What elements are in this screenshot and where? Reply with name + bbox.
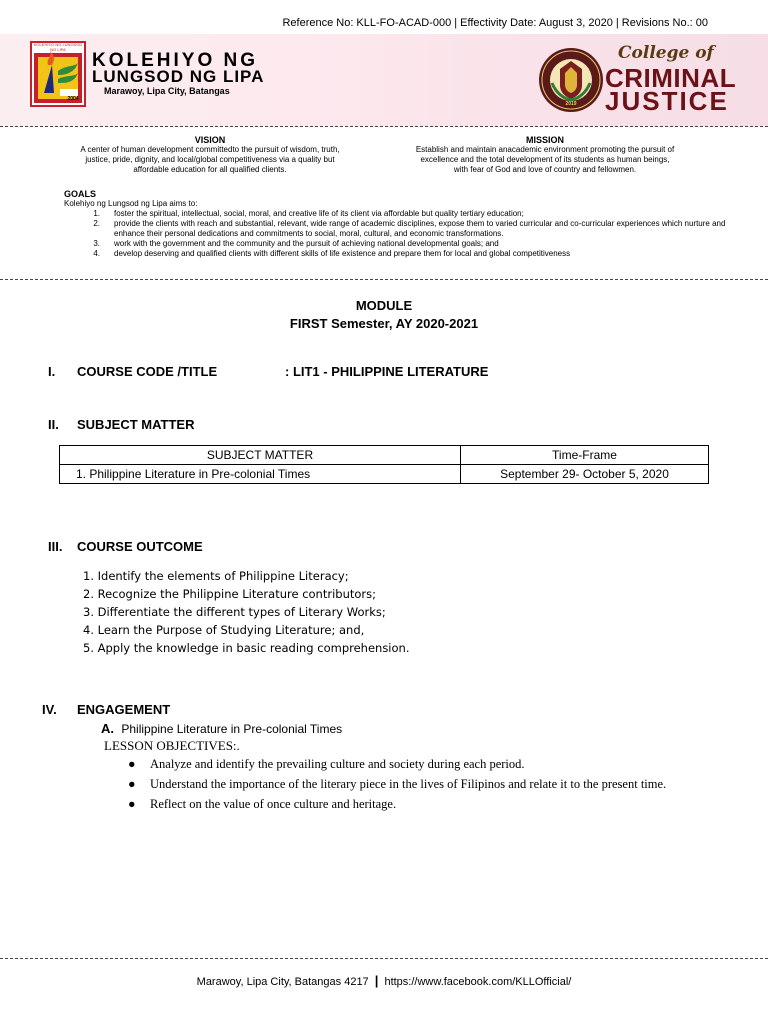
engagement-topic [101,721,342,736]
outcomes-list [83,567,410,657]
list-item: 1. Identify the elements of Philippine Literacy; [83,569,349,583]
goals-block [64,189,744,259]
list-item [128,755,708,773]
bullet-icon: ● [128,777,136,791]
table-cell: September 29- October 5, 2020 [461,465,709,484]
footer-divider [0,958,768,959]
mission-line: excellence and the total development of its students as human beings, [420,155,670,164]
goal-item [64,239,744,249]
section-number: III. [48,539,63,554]
header-divider [0,126,768,127]
list-item [128,775,708,793]
goals-intro: Kolehiyo ng Lungsod ng Lipa aims to: [64,199,198,208]
section-title-course-code: COURSE CODE /TITLE [77,364,218,379]
section-title-subject-matter: SUBJECT MATTER [77,417,195,432]
bullet-icon: ● [128,757,136,771]
module-title: MODULE [355,298,413,313]
bullet-icon: ● [128,797,136,811]
mission-heading: MISSION [525,135,564,145]
mission-line: Establish and maintain anacademic environment promoting the pursuit of [415,145,675,154]
table-header: Time-Frame [461,446,709,465]
college-name-justice: JUSTICE [605,86,729,116]
seal-year: 2019 [565,101,577,107]
school-name-line1: KOLEHIYO NG [92,50,259,71]
goal-text: work with the government and the community and the pursuit of achieving national developmental goals; and [114,239,499,248]
list-item: 4. Learn the Purpose of Studying Literature; and, [83,623,365,637]
goal-text: develop deserving and qualified clients with different skills of life existence and prepare them for local and global competitiveness [114,249,571,258]
table-row [60,465,709,484]
vision-line: justice, pride, dignity, and local/global competitiveness via a quality but [85,155,335,164]
footer-address: Marawoy, Lipa City, Batangas 4217 [196,976,369,988]
goal-number: 2. [93,219,100,228]
mission-line: with fear of God and love of country and fellowmen. [453,165,637,174]
goal-item [64,219,744,239]
section-divider [0,279,768,280]
goal-text: provide the clients with reach and substantial, relevant, wide range of academic disciplines, expose them to varied curricular and co-curricular experiences which nurture and enhance their personal dedications and commitments to social, moral, cultural, and economic transformations. [114,219,726,238]
list-item: 2. Recognize the Philippine Literature contributors; [83,587,377,601]
goal-item [64,249,744,259]
goal-text: foster the spiritual, intellectual, social, moral, and creative life of its client via affordable but quality tertiary education; [114,209,524,218]
subject-matter-table [59,445,709,484]
bullet-text: Analyze and identify the prevailing culture and society during each period. [150,757,525,771]
logo-year: 2004 [67,96,79,102]
topic-letter: A. [101,721,114,736]
list-item: 5. Apply the knowledge in basic reading comprehension. [83,641,410,655]
page-footer [0,973,768,988]
college-name-criminal: CRIMINAL [605,63,737,93]
list-item: 3. Differentiate the different types of Literary Works; [83,605,386,619]
mission-block [395,135,695,175]
vision-heading: VISION [194,135,226,145]
course-code-value: : LIT1 - PHILIPPINE LITERATURE [285,364,489,379]
topic-title: Philippine Literature in Pre-colonial Times [121,722,343,736]
vision-line: A center of human development committedto the pursuit of wisdom, truth, [80,145,340,154]
vision-line: affordable education for all qualified clients. [133,165,287,174]
school-name-line2: LUNGSOD NG LIPA [92,67,265,86]
table-header-row [60,446,709,465]
module-semester: FIRST Semester, AY 2020-2021 [289,316,479,331]
footer-link[interactable]: https://www.facebook.com/KLLOfficial/ [384,976,572,988]
vision-block [60,135,360,175]
goal-number: 3. [93,239,100,248]
lesson-objectives-list [128,755,708,815]
bullet-text: Reflect on the value of once culture and heritage. [150,797,397,811]
section-number: II. [48,417,59,432]
footer-separator: | [374,973,379,988]
bullet-text: Understand the importance of the literary piece in the lives of Filipinos and relate it to the present time. [150,777,667,791]
section-number: IV. [42,702,57,717]
goal-number: 1. [93,209,100,218]
school-address: Marawoy, Lipa City, Batangas [104,86,230,96]
goal-number: 4. [93,249,100,258]
lesson-objectives-heading: LESSON OBJECTIVES:. [104,738,240,753]
reference-line: Reference No: KLL-FO-ACAD-000 | Effectivity Date: August 3, 2020 | Revisions No.: 00 [282,17,708,29]
table-header: SUBJECT MATTER [60,446,461,465]
section-title-engagement: ENGAGEMENT [77,702,171,717]
goals-heading: GOALS [64,189,97,199]
section-number: I. [48,364,56,379]
list-item [128,795,708,813]
table-cell: 1. Philippine Literature in Pre-colonial Times [60,465,461,484]
section-title-course-outcome: COURSE OUTCOME [77,539,203,554]
logo-arc-text: KOLEHIYO NG LUNGSOD NG LIPA [33,42,83,52]
goal-item [64,209,744,219]
college-of-label: College of [618,43,714,63]
